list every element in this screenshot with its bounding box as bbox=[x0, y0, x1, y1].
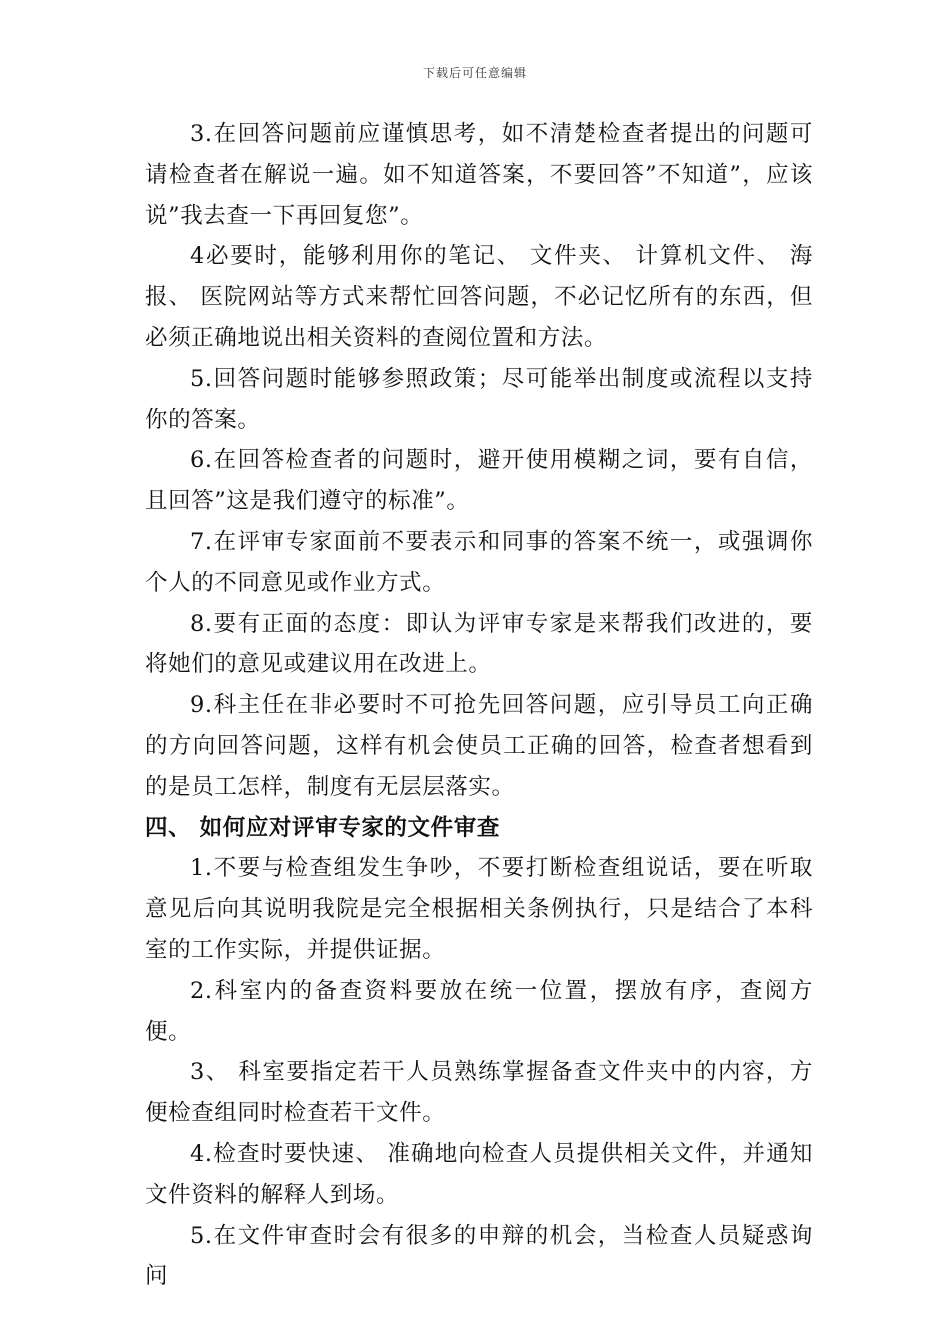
review-item-2: 2.科室内的备查资料要放在统一位置，摆放有序，查阅方便。 bbox=[145, 977, 813, 1045]
paragraph-item-4: 4必要时，能够利用你的笔记、 文件夹、 计算机文件、 海报、 医院网站等方式来帮忙回答问题，不必记忆所有的东西，但必须正确地说出相关资料的查阅位置和方法。 bbox=[145, 243, 813, 351]
paragraph-item-6: 6.在回答检查者的问题时，避开使用模糊之词，要有自信，且回答”这是我们遵守的标准”。 bbox=[145, 447, 813, 515]
section-heading: 四、 如何应对评审专家的文件审查 bbox=[145, 814, 500, 841]
paragraph-item-9: 9.科主任在非必要时不可抢先回答问题，应引导员工向正确的方向回答问题，这样有机会使员工正确的回答，检查者想看到的是员工怎样，制度有无层层落实。 bbox=[145, 692, 813, 800]
paragraph-item-3: 3.在回答问题前应谨慎思考，如不清楚检查者提出的问题可请检查者在解说一遍。如不知道答案，不要回答”不知道”，应该说”我去查一下再回复您”。 bbox=[145, 121, 813, 229]
paragraph-item-8: 8.要有正面的态度：即认为评审专家是来帮我们改进的，要将她们的意见或建议用在改进上。 bbox=[145, 610, 813, 678]
review-item-4: 4.检查时要快速、 准确地向检查人员提供相关文件，并通知文件资料的解释人到场。 bbox=[145, 1140, 813, 1208]
paragraph-item-7: 7.在评审专家面前不要表示和同事的答案不统一，或强调你个人的不同意见或作业方式。 bbox=[145, 528, 813, 596]
paragraph-item-5: 5.回答问题时能够参照政策；尽可能举出制度或流程以支持你的答案。 bbox=[145, 365, 813, 433]
document-body bbox=[145, 114, 813, 1297]
review-item-5: 5.在文件审查时会有很多的申辩的机会，当检查人员疑惑询问 bbox=[145, 1222, 813, 1290]
review-item-1: 1.不要与检查组发生争吵，不要打断检查组说话，要在听取意见后向其说明我院是完全根据相关条例执行，只是结合了本科室的工作实际，并提供证据。 bbox=[145, 855, 813, 963]
review-item-3: 3、 科室要指定若干人员熟练掌握备查文件夹中的内容，方便检查组同时检查若干文件。 bbox=[145, 1059, 813, 1127]
page-header: 下载后可任意编辑 bbox=[422, 66, 527, 80]
